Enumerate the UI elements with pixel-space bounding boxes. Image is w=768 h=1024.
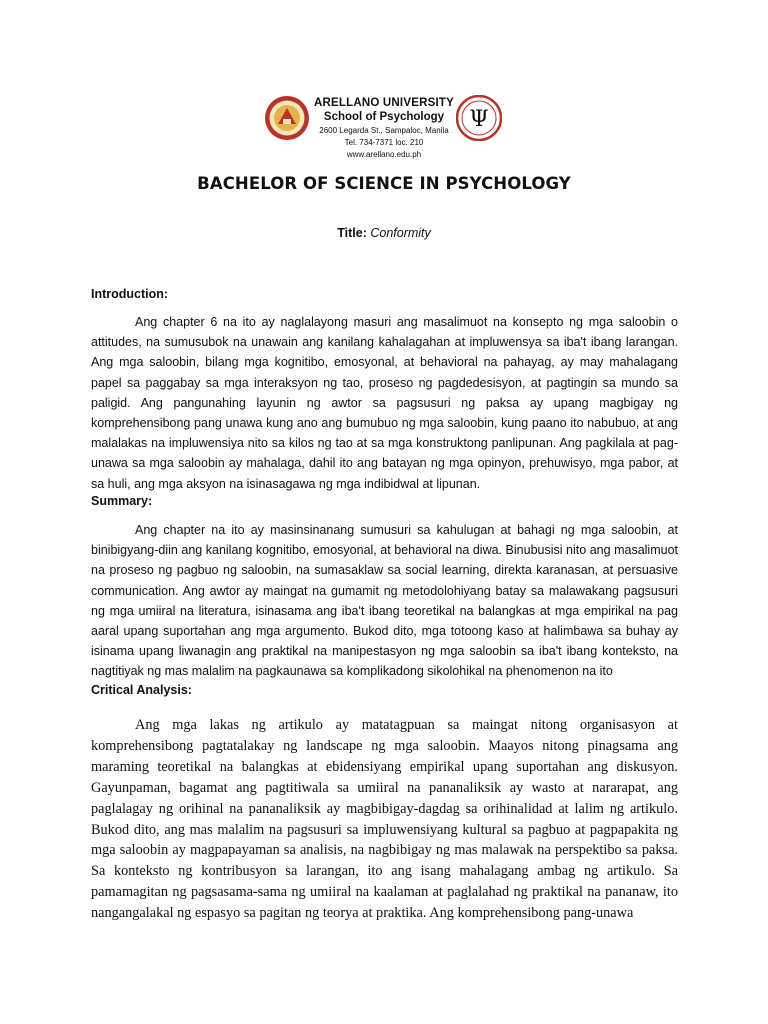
phone: Tel. 734-7371 loc. 210 [344, 138, 424, 147]
summary-paragraph: Ang chapter na ito ay masinsinanang sumusuri sa kahulugan at bahagi ng mga saloobin, at binibigyang-diin ang kanilang kognitibo, emosyonal, at behavioral na diwa. Binubusisi nito ang masalimuot na proseso ng pagbuo ng saloobin, na sumasaklaw sa social learning, direkta karanasan, at persuasive communication. Ang awtor ay maingat na gumamit ng metodolohiyang batay sa malawakang pagsusuri ng mga umiiral na literatura, isinasama ang iba't ibang teoretikal na balangkas at mga empirikal na pag aaral upang suportahan ang mga argumento. Bukod dito, mga totoong kaso at halimbawa sa buhay ay isinama upang liwanagin ang praktikal na manipestasyon ng mga saloobin sa iba't ibang konteksto, na nagtitiyak ng mas malalim na pagkaunawa sa komplikadong sikolohikal na phenomenon na ito [91, 523, 678, 679]
document-title [0, 226, 768, 240]
address: 2600 Legarda St., Sampaloc, Manila [319, 126, 449, 135]
critical-analysis-heading: Critical Analysis: [91, 683, 192, 697]
psi-symbol: Ψ [469, 107, 489, 132]
summary-heading: Summary: [91, 494, 153, 508]
letterhead [300, 96, 468, 161]
university-name: ARELLANO UNIVERSITY [314, 97, 454, 109]
title-label: Title: [337, 226, 367, 240]
introduction-paragraph: Ang chapter 6 na ito ay naglalayong masuri ang masalimuot na konsepto ng mga saloobin o attitudes, na sumusubok na unawain ang kanilang kahalagahan at impluwensya sa iba't ibang larangan. Ang mga saloobin, bilang mga kognitibo, emosyonal, at behavioral na pahayag, ay may mahalagang papel sa paggabay sa mga interaksyon ng tao, proseso ng pagdedesisyon, at pagtingin sa mundo sa paligid. Ang pangunahing layunin ng awtor sa pagsusuri ng paksa ay upang magbigay ng komprehensibong pang unawa kung ano ang bumubuo ng mga saloobin, kung paano ito nabubuo, at ang malalakas na impluwensiya nito sa kilos ng tao at sa mga konstruktong panlipunan. Ang pagkilala at pag-unawa sa mga saloobin ay mahalaga, dahil ito ang batayan ng mga opinyon, prehuwisyo, mga pabor, at sa huli, ang mga aksyon na isinasagawa ng mga indibidwal at lipunan. [91, 315, 678, 491]
school-name: School of Psychology [323, 111, 445, 123]
critical-analysis-paragraph: Ang mga lakas ng artikulo ay matatagpuan sa maingat nitong organisasyon at komprehensibong pagtatalakay ng landscape ng mga saloobin. Maayos nitong pinagsama ang maraming teoretikal na balangkas at ebidensiyang empirikal upang suportahan ang diskusyon. Gayunpaman, bagamat ang pagtitiwala sa umiiral na pananaliksik ay wasto at nararapat, ang paglalagay ng orihinal na pananaliksik ay magbibigay-dagdag sa orihinalidad at lalim ng artikulo. Bukod dito, ang mas malalim na pagsusuri sa impluwensiyang kultural sa pagbuo at pagpapakita ng mga saloobin ay magpapayaman sa analisis, na nagbibigay ng mas malawak na perspektibo sa paksa. Sa konteksto ng kontribusyon sa larangan, ito ang isang mahalagang ambag ng artikulo. Sa pamamagitan ng pagsasama-sama ng umiiral na kaalaman at paglalahad ng praktikal na pananaw, ito nangangalakal ng espasyo sa pagitan ng teorya at praktika. Ang komprehensibong pang-unawa [91, 717, 678, 922]
title-value: Conformity [370, 226, 431, 240]
website: www.arellano.edu.ph [346, 150, 422, 159]
introduction-heading: Introduction: [91, 287, 169, 301]
degree-heading: BACHELOR OF SCIENCE IN PSYCHOLOGY [197, 174, 571, 193]
